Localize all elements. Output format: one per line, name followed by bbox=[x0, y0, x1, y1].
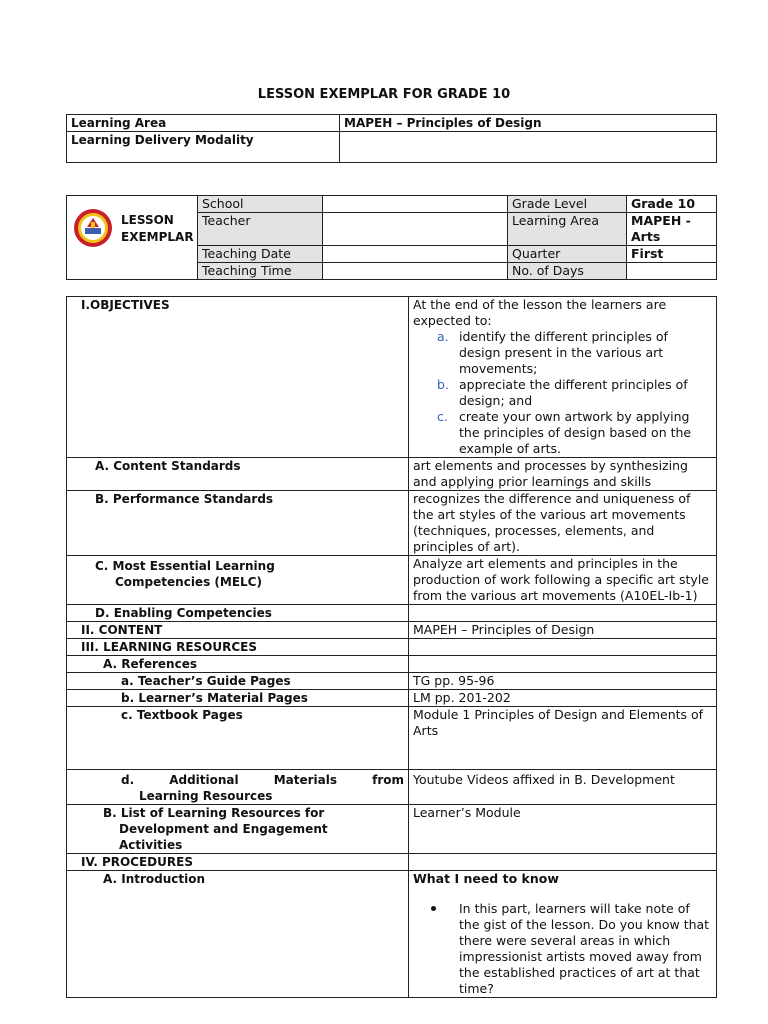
learning-resources-label: III. LEARNING RESOURCES bbox=[67, 639, 409, 656]
no-of-days-label: No. of Days bbox=[508, 263, 627, 280]
grade-level-value: Grade 10 bbox=[627, 196, 717, 213]
introduction-label: A. Introduction bbox=[67, 871, 409, 998]
melc-label: C. Most Essential Learning Competencies (MELC) bbox=[67, 556, 409, 605]
introduction-cell bbox=[409, 871, 717, 998]
references-label: A. References bbox=[67, 656, 409, 673]
lesson-exemplar-label: LESSON EXEMPLAR bbox=[121, 213, 194, 244]
modality-label: Learning Delivery Modality bbox=[67, 132, 340, 163]
teacher-label: Teacher bbox=[198, 213, 323, 246]
learning-area-label-2: Learning Area bbox=[508, 213, 627, 246]
lesson-exemplar-cell bbox=[67, 196, 198, 280]
content-label: II. CONTENT bbox=[67, 622, 409, 639]
objectives-list bbox=[413, 329, 712, 457]
school-label: School bbox=[198, 196, 323, 213]
learning-area-label: Learning Area bbox=[67, 115, 340, 132]
learning-area-value-2: MAPEH - Arts bbox=[627, 213, 717, 246]
teaching-time-label: Teaching Time bbox=[198, 263, 323, 280]
teachers-guide-label: a. Teacher’s Guide Pages bbox=[67, 673, 409, 690]
quarter-label: Quarter bbox=[508, 246, 627, 263]
school-seal-icon bbox=[73, 208, 113, 248]
additional-materials-value: Youtube Videos affixed in B. Development bbox=[409, 770, 717, 805]
objective-item: a. identify the different principles of design present in the various art movements; bbox=[437, 329, 668, 376]
content-standards-label: A. Content Standards bbox=[67, 458, 409, 491]
procedures-label: IV. PROCEDURES bbox=[67, 854, 409, 871]
enabling-competencies-value bbox=[409, 605, 717, 622]
quarter-value: First bbox=[627, 246, 717, 263]
content-value: MAPEH – Principles of Design bbox=[409, 622, 717, 639]
school-value bbox=[323, 196, 508, 213]
objectives-label: I.OBJECTIVES bbox=[67, 297, 409, 458]
objective-item: c. create your own artwork by applying the principles of design based on the example of arts. bbox=[437, 409, 692, 456]
enabling-competencies-label: D. Enabling Competencies bbox=[67, 605, 409, 622]
introduction-heading: What I need to know bbox=[413, 871, 559, 886]
learners-material-label: b. Learner’s Material Pages bbox=[67, 690, 409, 707]
learners-material-value: LM pp. 201-202 bbox=[409, 690, 717, 707]
grade-level-label: Grade Level bbox=[508, 196, 627, 213]
teaching-date-label: Teaching Date bbox=[198, 246, 323, 263]
references-value bbox=[409, 656, 717, 673]
learning-area-table bbox=[66, 114, 717, 163]
lesson-plan-table bbox=[66, 296, 717, 998]
modality-value bbox=[340, 132, 717, 163]
teaching-date-value bbox=[323, 246, 508, 263]
additional-materials-label: d. Additional Materials from Learning Resources bbox=[67, 770, 409, 805]
procedures-value bbox=[409, 854, 717, 871]
melc-value: Analyze art elements and principles in the production of work following a specific art style from the various art movements (A10EL-Ib-1) bbox=[409, 556, 717, 605]
introduction-list bbox=[413, 901, 712, 997]
textbook-value: Module 1 Principles of Design and Elements of Arts bbox=[409, 707, 717, 770]
teaching-time-value bbox=[323, 263, 508, 280]
textbook-label: c. Textbook Pages bbox=[67, 707, 409, 770]
teachers-guide-value: TG pp. 95-96 bbox=[409, 673, 717, 690]
lesson-info-table bbox=[66, 195, 717, 280]
list-of-resources-value: Learner’s Module bbox=[409, 805, 717, 854]
learning-resources-value bbox=[409, 639, 717, 656]
performance-standards-value: recognizes the difference and uniqueness of the art styles of the various art movements (techniques, processes, elements, and principles of art). bbox=[409, 491, 717, 556]
performance-standards-label: B. Performance Standards bbox=[67, 491, 409, 556]
list-of-resources-label: B. List of Learning Resources for Development and Engagement Activities bbox=[67, 805, 409, 854]
list-item: In this part, learners will take note of the gist of the lesson. Do you know that there were several areas in which impressionist artists moved away from the established practices of art at that time? bbox=[459, 901, 712, 997]
page-title: LESSON EXEMPLAR FOR GRADE 10 bbox=[257, 87, 511, 102]
no-of-days-value bbox=[627, 263, 717, 280]
objective-item: b. appreciate the different principles of design; and bbox=[437, 377, 688, 408]
content-standards-value: art elements and processes by synthesizing and applying prior learnings and skills bbox=[409, 458, 717, 491]
objectives-cell: At the end of the lesson the learners are expected to: a. identify the different principles of design present in the various art movements; b. appreciate the different principles of design; and c. create your own artwork by applying the principles of design based on the example of arts. bbox=[409, 297, 717, 458]
bullet-icon bbox=[431, 906, 436, 911]
learning-area-value: MAPEH – Principles of Design bbox=[340, 115, 717, 132]
teacher-value bbox=[323, 213, 508, 246]
